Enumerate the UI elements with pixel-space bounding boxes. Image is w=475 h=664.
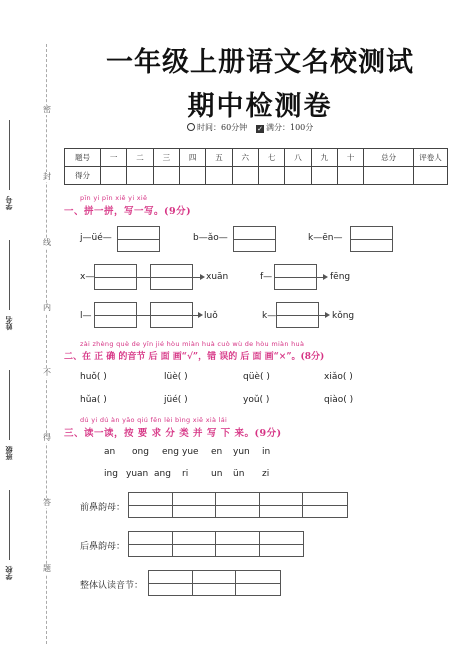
score-table — [64, 148, 448, 185]
syllable-item[interactable]: qüè( ) — [243, 372, 270, 382]
score-cell[interactable] — [285, 167, 311, 185]
answer-box[interactable] — [94, 264, 137, 290]
category-whole-syllable: 整体认读音节： — [80, 581, 144, 591]
item-result: fēng — [330, 272, 351, 282]
arrow-icon — [198, 312, 203, 318]
syllable: zi — [262, 469, 270, 479]
seal-char: 线 — [43, 238, 51, 247]
seal-char: 不 — [43, 368, 51, 377]
answer-grid[interactable] — [128, 531, 304, 557]
score-cell[interactable] — [153, 167, 179, 185]
score-cell[interactable] — [364, 167, 414, 185]
syllable: ong — [132, 447, 149, 457]
field-line — [9, 120, 10, 190]
item-label: j—üé— — [80, 233, 112, 243]
section2-pinyin: zài zhèng què de yīn jié hòu miàn huà cuò wù de hòu miàn huà — [80, 340, 305, 348]
answer-grid[interactable] — [128, 492, 348, 518]
item-label: l— — [80, 311, 92, 321]
seal-char: 得 — [43, 433, 51, 442]
answer-box[interactable] — [276, 302, 319, 328]
answer-box[interactable] — [117, 226, 160, 252]
syllable: un — [211, 469, 223, 479]
answer-box[interactable] — [350, 226, 393, 252]
answer-box[interactable] — [150, 302, 193, 328]
field-student-id: 学号 — [5, 196, 13, 210]
field-class: 班级 — [5, 446, 13, 460]
score-cell[interactable] — [206, 167, 232, 185]
item-label: k— — [262, 311, 277, 321]
item-label: x— — [80, 272, 95, 282]
section3-title: 三、读一读，按 要 求 分 类 并 写 下 来。(9分) — [64, 428, 282, 439]
answer-box[interactable] — [274, 264, 317, 290]
category-front-nasal: 前鼻韵母： — [80, 503, 126, 513]
seal-char: 封 — [43, 172, 51, 181]
score-info: ✓ 满分：100分 — [257, 123, 314, 133]
syllable-item[interactable]: yoǔ( ) — [243, 395, 270, 405]
arrow-icon — [325, 312, 330, 318]
section2-title: 二、在 正 确 的音节 后 面 画“√”，错 误的 后 面 画“×”。(8分) — [64, 352, 325, 362]
syllable: ün — [233, 469, 245, 479]
section1-pinyin: pīn yi pīn xiě yi xiě — [80, 194, 148, 202]
arrow-icon — [323, 274, 328, 280]
category-back-nasal: 后鼻韵母： — [80, 542, 126, 552]
score-cell[interactable] — [127, 167, 153, 185]
syllable: yuan — [126, 469, 149, 479]
answer-box[interactable] — [150, 264, 193, 290]
field-line — [9, 370, 10, 440]
answer-box[interactable] — [233, 226, 276, 252]
syllable: in — [262, 447, 271, 457]
arrow-icon — [200, 274, 205, 280]
field-line — [9, 490, 10, 560]
syllable: eng — [162, 447, 179, 457]
syllable: en — [211, 447, 223, 457]
score-cell[interactable] — [311, 167, 337, 185]
field-line — [9, 240, 10, 310]
syllable-item[interactable]: lüè( ) — [164, 372, 188, 382]
section1-title: 一、拼一拼，写一写。(9分) — [64, 206, 192, 217]
connector-line — [137, 277, 150, 278]
score-cell[interactable] — [337, 167, 363, 185]
table-row: 题号 一 二 三 四 五 六 七 八 九 十 总分 评卷人 — [65, 149, 448, 167]
seal-char: 密 — [43, 105, 51, 114]
page-subtitle: 期中检测卷 — [187, 91, 333, 122]
item-result: xuān — [206, 272, 229, 282]
section3-pinyin: dú yi dú àn yāo qiú fēn lèi bìng xiě xià lái — [80, 416, 228, 424]
score-cell[interactable] — [258, 167, 284, 185]
syllable-item[interactable]: huǒ( ) — [80, 372, 107, 382]
check-icon: ✓ — [257, 125, 263, 133]
item-result: luǒ — [204, 311, 218, 321]
syllable: ri — [182, 469, 189, 479]
item-result: kǒng — [332, 311, 355, 321]
seal-char: 题 — [43, 564, 51, 573]
time-info: 时间：60分钟 — [187, 122, 247, 133]
syllable-item[interactable]: xiǎo( ) — [324, 372, 353, 382]
item-label: f— — [260, 272, 273, 282]
answer-grid[interactable] — [148, 570, 281, 596]
field-name: 姓名 — [5, 316, 13, 330]
item-label: b—ǎo— — [193, 233, 228, 243]
seal-char: 内 — [43, 303, 51, 312]
page-title: 一年级上册语文名校测试 — [106, 47, 414, 78]
syllable: yue — [182, 447, 199, 457]
syllable: ang — [154, 469, 171, 479]
item-label: k—ēn— — [308, 233, 343, 243]
syllable: ing — [104, 469, 118, 479]
syllable: an — [104, 447, 116, 457]
seal-char: 答 — [43, 498, 51, 507]
score-cell[interactable] — [101, 167, 127, 185]
syllable-item[interactable]: jüé( ) — [164, 395, 188, 405]
syllable-item[interactable]: hǔa( ) — [80, 395, 107, 405]
syllable-item[interactable]: qiào( ) — [324, 395, 354, 405]
seal-line — [46, 44, 47, 644]
score-cell[interactable] — [179, 167, 205, 185]
field-school: 学校 — [5, 566, 13, 580]
score-cell[interactable] — [414, 167, 448, 185]
table-row: 得分 — [65, 167, 448, 185]
connector-line — [137, 315, 150, 316]
score-cell[interactable] — [232, 167, 258, 185]
clock-icon — [187, 123, 195, 131]
syllable: yun — [233, 447, 250, 457]
answer-box[interactable] — [94, 302, 137, 328]
